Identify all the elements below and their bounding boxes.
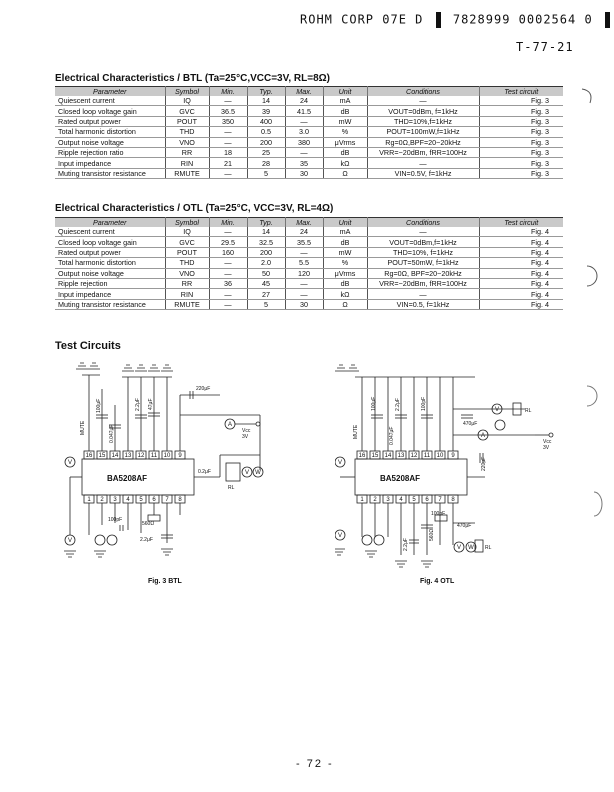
- table-cell: RR: [165, 147, 209, 157]
- schematic-label: 220μF: [481, 456, 487, 471]
- btl-title: Electrical Characteristics / BTL (Ta=25°C,VCC=3V, RL=8Ω): [55, 73, 331, 84]
- table-cell: Fig. 4: [479, 299, 563, 309]
- fig4-chip-label: BA5208AF: [380, 474, 421, 483]
- schematic-label: 470μF: [463, 421, 478, 427]
- table-cell: 25: [247, 147, 285, 157]
- table-cell: 41.5: [285, 106, 323, 116]
- table-cell: 200: [247, 247, 285, 257]
- table-cell: 27: [247, 289, 285, 299]
- schematic-label: 5: [139, 497, 143, 503]
- table-cell: 35: [285, 158, 323, 168]
- table-cell: Fig. 4: [479, 227, 563, 237]
- table-cell: Output noise voltage: [55, 268, 165, 278]
- table-cell: 14: [247, 96, 285, 106]
- punch-hole-mark-2: [583, 262, 607, 290]
- otl-header-2: Min.: [209, 218, 247, 228]
- schematic-label: A: [480, 433, 486, 439]
- schematic-label: 6: [425, 497, 429, 503]
- table-cell: Quiescent current: [55, 96, 165, 106]
- schematic-label: 16: [358, 453, 366, 459]
- table-cell: VIN=0.5V, f=1kHz: [367, 168, 479, 178]
- table-cell: —: [209, 289, 247, 299]
- btl-header-2: Min.: [209, 87, 247, 97]
- table-cell: VNO: [165, 268, 209, 278]
- schematic-label: 0.2μF: [198, 469, 211, 475]
- table-cell: VRR=−20dBm, fRR=100Hz: [367, 278, 479, 288]
- table-cell: 35.5: [285, 237, 323, 247]
- schematic-label: A: [227, 422, 233, 428]
- table-cell: —: [285, 289, 323, 299]
- fig3-bottom-pins: [84, 495, 185, 503]
- fig3-caption: Fig. 3 BTL: [148, 578, 182, 585]
- btl-header-6: Conditions: [367, 87, 479, 97]
- schematic-label: 2: [373, 497, 377, 503]
- table-cell: 30: [285, 299, 323, 309]
- table-row: [55, 106, 563, 116]
- document-header: [300, 12, 614, 28]
- schematic-label: 470μF: [457, 523, 472, 529]
- table-cell: 5.5: [285, 258, 323, 268]
- table-cell: —: [209, 168, 247, 178]
- fig3-chip-label: BA5208AF: [107, 474, 148, 483]
- table-cell: POUT: [165, 247, 209, 257]
- table-cell: —: [209, 299, 247, 309]
- table-cell: 0.5: [247, 127, 285, 137]
- table-cell: GVC: [165, 106, 209, 116]
- table-row: [55, 278, 563, 288]
- table-cell: POUT=50mW, f=1kHz: [367, 258, 479, 268]
- table-cell: Fig. 4: [479, 278, 563, 288]
- otl-header-5: Unit: [323, 218, 367, 228]
- schematic-label: 3: [113, 497, 117, 503]
- table-cell: Fig. 3: [479, 106, 563, 116]
- schematic-label: 47μF: [148, 398, 154, 410]
- btl-table: [55, 86, 563, 179]
- schematic-label: 2.2μF: [140, 537, 153, 543]
- schematic-label: V: [67, 460, 73, 466]
- table-cell: Fig. 3: [479, 137, 563, 147]
- schematic-label: 0.047μF: [109, 424, 115, 443]
- fig4-caption: Fig. 4 OTL: [420, 578, 455, 585]
- table-cell: —: [209, 258, 247, 268]
- table-cell: RIN: [165, 289, 209, 299]
- table-cell: —: [209, 127, 247, 137]
- btl-header-1: Symbol: [165, 87, 209, 97]
- otl-header-3: Typ.: [247, 218, 285, 228]
- table-row: [55, 299, 563, 309]
- table-cell: Input impedance: [55, 289, 165, 299]
- table-row: [55, 227, 563, 237]
- otl-header-4: Max.: [285, 218, 323, 228]
- schematic-label: 15: [98, 453, 106, 459]
- table-cell: Total harmonic distortion: [55, 258, 165, 268]
- schematic-label: MUTE: [353, 424, 359, 439]
- schematic-label: 7: [438, 497, 442, 503]
- table-cell: kΩ: [323, 158, 367, 168]
- table-cell: 120: [285, 268, 323, 278]
- table-cell: GVC: [165, 237, 209, 247]
- btl-header-7: Test circuit: [479, 87, 563, 97]
- table-cell: %: [323, 258, 367, 268]
- table-cell: Ripple rejection: [55, 278, 165, 288]
- schematic-label: 3: [386, 497, 390, 503]
- table-row: [55, 137, 563, 147]
- table-cell: 50: [247, 268, 285, 278]
- punch-hole-mark-1: [578, 85, 602, 109]
- table-cell: 45: [247, 278, 285, 288]
- table-cell: RR: [165, 278, 209, 288]
- schematic-label: 6: [152, 497, 156, 503]
- schematic-label: 9: [451, 453, 455, 459]
- table-row: [55, 96, 563, 106]
- table-cell: 200: [247, 137, 285, 147]
- table-row: [55, 247, 563, 257]
- schematic-label: RL: [525, 408, 532, 414]
- table-cell: 160: [209, 247, 247, 257]
- table-cell: —: [209, 268, 247, 278]
- table-cell: Fig. 4: [479, 237, 563, 247]
- table-cell: kΩ: [323, 289, 367, 299]
- schematic-label: W: [468, 545, 474, 551]
- otl-header-6: Conditions: [367, 218, 479, 228]
- schematic-label: V: [244, 470, 250, 476]
- table-cell: 400: [247, 116, 285, 126]
- otl-table: [55, 217, 563, 310]
- schematic-label: 5: [412, 497, 416, 503]
- table-cell: THD=10%,f=1kHz: [367, 116, 479, 126]
- header-left: ROHM CORP 07E D: [300, 12, 424, 27]
- table-cell: VOUT=0dBm,f=1kHz: [367, 237, 479, 247]
- schematic-label: W: [255, 470, 261, 476]
- schematic-label: 100pF: [108, 517, 123, 523]
- page-number: - 72 -: [296, 758, 334, 770]
- table-cell: Muting transistor resistance: [55, 168, 165, 178]
- btl-header-0: Parameter: [55, 87, 165, 97]
- schematic-label: 2.2μF: [395, 398, 401, 411]
- table-cell: VOUT=0dBm, f=1kHz: [367, 106, 479, 116]
- schematic-label: 8: [178, 497, 182, 503]
- table-cell: RMUTE: [165, 168, 209, 178]
- schematic-label: 15: [371, 453, 379, 459]
- table-cell: Fig. 4: [479, 247, 563, 257]
- test-circuits-title: Test Circuits: [55, 340, 121, 352]
- table-row: [55, 258, 563, 268]
- punch-hole-mark-3: [583, 382, 607, 410]
- table-cell: 18: [209, 147, 247, 157]
- schematic-label: V: [337, 460, 343, 466]
- schematic-label: Vcc: [543, 439, 552, 445]
- fig3-btl-schematic: [60, 355, 280, 575]
- schematic-label: 12: [410, 453, 418, 459]
- table-cell: Ripple rejection ratio: [55, 147, 165, 157]
- table-cell: Rated output power: [55, 247, 165, 257]
- table-cell: Total harmonic distortion: [55, 127, 165, 137]
- schematic-label: 100μF: [371, 396, 377, 411]
- table-row: [55, 268, 563, 278]
- schematic-label: 11: [150, 453, 158, 459]
- table-cell: Closed loop voltage gain: [55, 106, 165, 116]
- schematic-label: 13: [397, 453, 405, 459]
- table-cell: 24: [285, 227, 323, 237]
- table-cell: —: [285, 247, 323, 257]
- schematic-label: 10: [436, 453, 444, 459]
- table-cell: Fig. 3: [479, 158, 563, 168]
- table-cell: mW: [323, 247, 367, 257]
- table-cell: POUT=100mW,f=1kHz: [367, 127, 479, 137]
- table-cell: —: [367, 158, 479, 168]
- table-cell: mA: [323, 96, 367, 106]
- schematic-label: V: [456, 545, 462, 551]
- table-cell: Fig. 3: [479, 168, 563, 178]
- schematic-label: 10: [163, 453, 171, 459]
- btl-header-5: Unit: [323, 87, 367, 97]
- schematic-label: 2.2μF: [135, 398, 141, 411]
- schematic-label: V: [67, 538, 73, 544]
- table-cell: dB: [323, 106, 367, 116]
- schematic-label: 9: [178, 453, 182, 459]
- table-cell: 350: [209, 116, 247, 126]
- table-cell: 29.5: [209, 237, 247, 247]
- table-cell: 14: [247, 227, 285, 237]
- table-cell: IQ: [165, 96, 209, 106]
- table-cell: —: [367, 289, 479, 299]
- table-cell: Fig. 3: [479, 116, 563, 126]
- schematic-label: 220μF: [196, 386, 211, 392]
- table-cell: %: [323, 127, 367, 137]
- table-cell: —: [285, 147, 323, 157]
- table-cell: Fig. 3: [479, 127, 563, 137]
- schematic-label: 14: [384, 453, 392, 459]
- table-cell: Ω: [323, 299, 367, 309]
- table-cell: VIN=0.5, f=1kHz: [367, 299, 479, 309]
- schematic-label: 100pF: [421, 396, 427, 411]
- table-cell: Output noise voltage: [55, 137, 165, 147]
- table-cell: —: [285, 278, 323, 288]
- table-cell: dB: [323, 278, 367, 288]
- table-cell: Fig. 3: [479, 96, 563, 106]
- table-cell: —: [367, 227, 479, 237]
- schematic-label: 100pF: [431, 511, 446, 517]
- table-cell: —: [209, 227, 247, 237]
- table-cell: Muting transistor resistance: [55, 299, 165, 309]
- table-cell: VNO: [165, 137, 209, 147]
- schematic-label: Vcc: [242, 428, 251, 434]
- table-cell: mW: [323, 116, 367, 126]
- table-cell: 21: [209, 158, 247, 168]
- btl-header-4: Max.: [285, 87, 323, 97]
- table-cell: THD: [165, 127, 209, 137]
- schematic-label: 1: [87, 497, 91, 503]
- table-cell: Input impedance: [55, 158, 165, 168]
- table-cell: —: [209, 96, 247, 106]
- table-cell: 5: [247, 168, 285, 178]
- table-row: [55, 127, 563, 137]
- otl-header-7: Test circuit: [479, 218, 563, 228]
- table-cell: mA: [323, 227, 367, 237]
- schematic-label: 13: [124, 453, 132, 459]
- table-cell: Closed loop voltage gain: [55, 237, 165, 247]
- table-cell: μVrms: [323, 268, 367, 278]
- schematic-label: 3V: [543, 445, 550, 451]
- schematic-label: 16: [85, 453, 93, 459]
- table-cell: 2.0: [247, 258, 285, 268]
- table-cell: Rg=0Ω,BPF=20~20kHz: [367, 137, 479, 147]
- schematic-label: 2: [100, 497, 104, 503]
- header-right: 7828999 0002564 0: [452, 12, 593, 27]
- schematic-label: 11: [423, 453, 431, 459]
- table-cell: —: [367, 96, 479, 106]
- schematic-label: 3V: [242, 434, 249, 440]
- otl-header-1: Symbol: [165, 218, 209, 228]
- table-cell: Quiescent current: [55, 227, 165, 237]
- table-cell: RIN: [165, 158, 209, 168]
- table-cell: 36: [209, 278, 247, 288]
- fig4-otl-schematic: [335, 355, 565, 575]
- table-cell: 24: [285, 96, 323, 106]
- header-bar-mark: [436, 12, 441, 28]
- doc-code: T-77-21: [516, 40, 574, 54]
- otl-header-0: Parameter: [55, 218, 165, 228]
- table-row: [55, 289, 563, 299]
- table-cell: —: [209, 137, 247, 147]
- schematic-label: 12: [137, 453, 145, 459]
- table-cell: 28: [247, 158, 285, 168]
- schematic-label: 1: [360, 497, 364, 503]
- schematic-label: 7: [165, 497, 169, 503]
- table-cell: —: [285, 116, 323, 126]
- table-cell: Fig. 4: [479, 289, 563, 299]
- table-cell: μVrms: [323, 137, 367, 147]
- table-cell: Fig. 4: [479, 258, 563, 268]
- table-cell: POUT: [165, 116, 209, 126]
- table-row: [55, 147, 563, 157]
- table-cell: dB: [323, 237, 367, 247]
- table-cell: THD=10%, f=1kHz: [367, 247, 479, 257]
- table-cell: 380: [285, 137, 323, 147]
- table-cell: RMUTE: [165, 299, 209, 309]
- schematic-label: 4: [399, 497, 403, 503]
- schematic-label: 14: [111, 453, 119, 459]
- schematic-label: RL: [228, 485, 235, 491]
- table-cell: IQ: [165, 227, 209, 237]
- btl-header-3: Typ.: [247, 87, 285, 97]
- table-cell: 30: [285, 168, 323, 178]
- otl-title: Electrical Characteristics / OTL (Ta=25°C, VCC=3V, RL=4Ω): [55, 203, 334, 214]
- schematic-label: 4: [126, 497, 130, 503]
- schematic-label: MUTE: [80, 420, 86, 435]
- table-row: [55, 168, 563, 178]
- table-cell: 39: [247, 106, 285, 116]
- table-cell: Fig. 3: [479, 147, 563, 157]
- table-cell: Fig. 4: [479, 268, 563, 278]
- schematic-label: V: [494, 407, 500, 413]
- table-row: [55, 116, 563, 126]
- table-cell: 32.5: [247, 237, 285, 247]
- schematic-label: 100μF: [96, 398, 102, 413]
- table-cell: VRR=−20dBm, fRR=100Hz: [367, 147, 479, 157]
- schematic-label: 560Ω: [429, 528, 435, 541]
- schematic-label: 560Ω: [142, 521, 155, 527]
- table-cell: 3.0: [285, 127, 323, 137]
- table-row: [55, 158, 563, 168]
- header-bar-mark-end: [605, 12, 610, 28]
- schematic-label: RL: [485, 545, 492, 551]
- table-cell: 5: [247, 299, 285, 309]
- table-row: [55, 237, 563, 247]
- table-cell: THD: [165, 258, 209, 268]
- schematic-label: V: [337, 533, 343, 539]
- table-cell: Rated output power: [55, 116, 165, 126]
- table-cell: Rg=0Ω, BPF=20~20kHz: [367, 268, 479, 278]
- table-cell: 36.5: [209, 106, 247, 116]
- schematic-label: 0.047μF: [389, 426, 395, 445]
- table-cell: Ω: [323, 168, 367, 178]
- schematic-label: 8: [451, 497, 455, 503]
- table-cell: dB: [323, 147, 367, 157]
- punch-hole-mark-4: [590, 490, 610, 520]
- schematic-label: 2.2μF: [403, 538, 409, 551]
